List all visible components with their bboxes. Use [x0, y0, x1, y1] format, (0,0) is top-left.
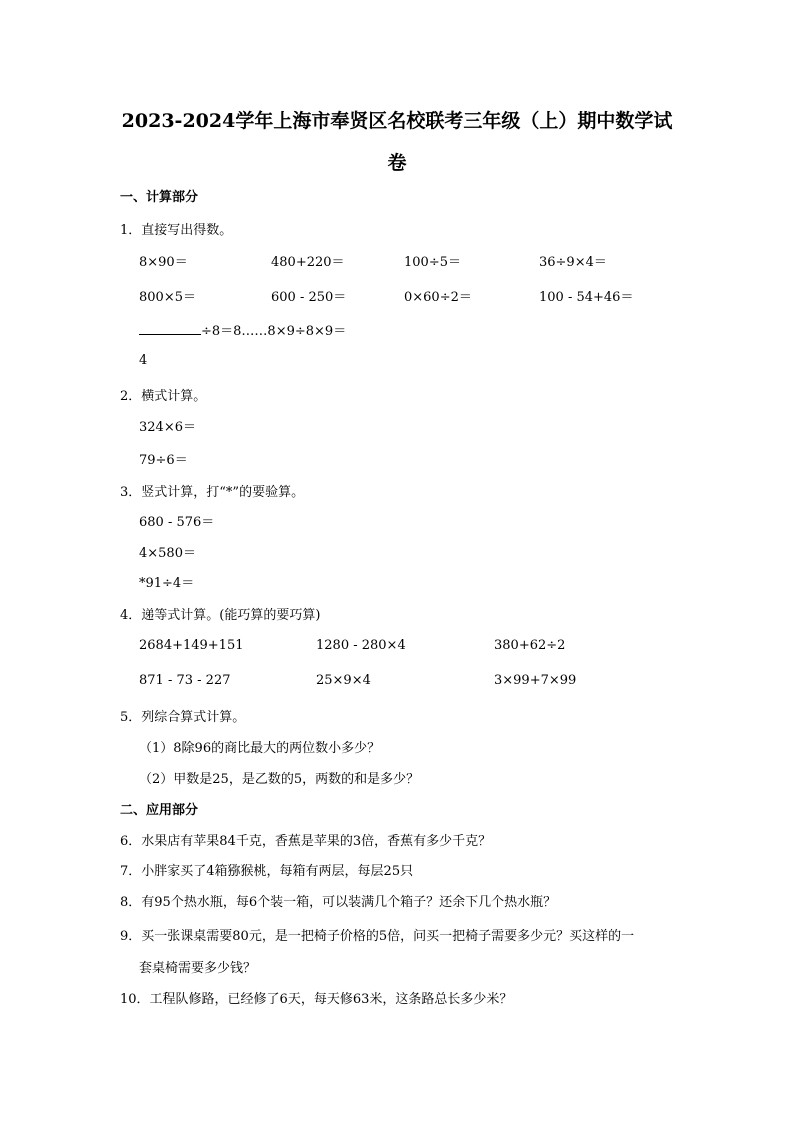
q3-item: *91÷4＝	[139, 576, 195, 591]
q2-item: 79÷6＝	[139, 453, 188, 468]
q3-item: 4×580＝	[139, 546, 196, 561]
q2-item: 324×6＝	[139, 420, 196, 435]
question-7: 7．小胖家买了4箱猕猴桃，每箱有两层，每层25只	[120, 864, 414, 879]
question-5-prompt: 5．列综合算式计算。	[120, 710, 246, 725]
q4-item: 25×9×4	[316, 673, 371, 688]
document-title-line-2: 卷	[387, 152, 407, 174]
q4-item: 380+62÷2	[494, 638, 566, 653]
document-title-line-1: 2023-2024学年上海市奉贤区名校联考三年级（上）期中数学试	[121, 110, 673, 132]
question-3-prompt: 3．竖式计算，打“*”的要验算。	[120, 485, 305, 500]
question-6: 6．水果店有苹果84千克，香蕉是苹果的3倍，香蕉有多少千克？	[120, 834, 492, 849]
question-10: 10．工程队修路，已经修了6天，每天修63米，这条路总长多少米？	[120, 992, 513, 1007]
question-9-line-1: 9．买一张课桌需要80元，是一把椅子价格的5倍，问买一把椅子需要多少元？买这样的一	[120, 929, 635, 944]
q1-blank-row	[139, 320, 346, 339]
q5-item: （1）8除96的商比最大的两位数小多少？	[139, 741, 381, 756]
q1-item: 480+220＝	[271, 255, 345, 270]
answer-blank[interactable]	[139, 321, 201, 335]
q1-item: 8×90＝	[139, 255, 188, 270]
q4-item: 871 - 73 - 227	[139, 673, 231, 688]
q1-blank-expression: ÷8＝8……8×9÷8×9＝	[201, 324, 347, 339]
q5-item: （2）甲数是25，是乙数的5，两数的和是多少？	[139, 772, 420, 787]
question-4-prompt: 4．递等式计算。(能巧算的要巧算)	[120, 608, 321, 623]
q1-continuation: 4	[139, 353, 148, 368]
question-8: 8．有95个热水瓶，每6个装一箱，可以装满几个箱子？还余下几个热水瓶？	[120, 895, 557, 910]
q1-item: 36÷9×4＝	[539, 255, 607, 270]
q1-item: 600 - 250＝	[271, 290, 347, 305]
q4-item: 1280 - 280×4	[316, 638, 406, 653]
section-heading-application: 二、应用部分	[120, 803, 199, 818]
q3-item: 680 - 576＝	[139, 515, 215, 530]
q1-item: 100 - 54+46＝	[539, 290, 634, 305]
question-9-line-2: 套桌椅需要多少钱？	[139, 961, 257, 976]
q4-item: 3×99+7×99	[494, 673, 577, 688]
q4-item: 2684+149+151	[139, 638, 244, 653]
q1-item: 800×5＝	[139, 290, 196, 305]
section-heading-calculation: 一、计算部分	[120, 190, 199, 205]
question-1-prompt: 1．直接写出得数。	[120, 223, 233, 238]
q1-item: 100÷5＝	[404, 255, 461, 270]
question-2-prompt: 2．横式计算。	[120, 389, 207, 404]
q1-item: 0×60÷2＝	[404, 290, 472, 305]
